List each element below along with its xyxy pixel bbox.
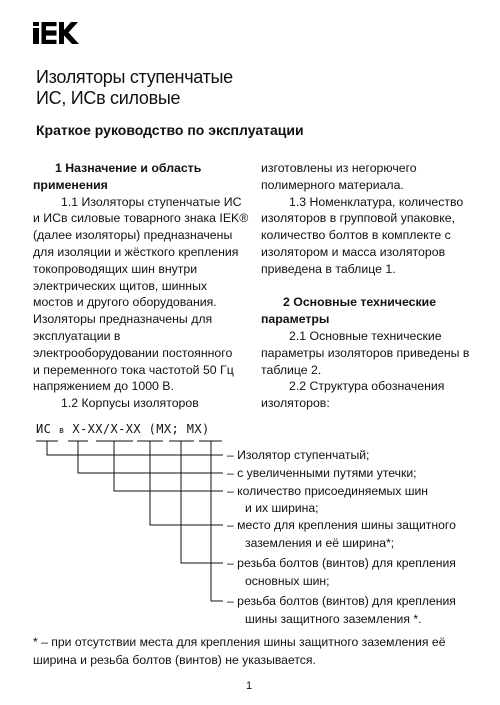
paragraph-line: напряжением до 1000 В.	[33, 379, 174, 394]
document-subtitle: Краткое руководство по эксплуатации	[36, 122, 304, 138]
paragraph-line: эксплуатации в	[33, 328, 121, 343]
section-heading-line: 1 Назначение и область	[55, 161, 202, 175]
paragraph-line: параметры изоляторов приведены в	[261, 345, 470, 360]
desc-5b: основных шин;	[245, 574, 330, 588]
paragraph-line: количество болтов в комплекте с	[261, 228, 451, 243]
desc-2: – с увеличенными путями утечки;	[227, 466, 417, 480]
code-prefix: ИС	[36, 422, 59, 436]
footnote	[33, 633, 445, 669]
desc-3b: и их ширина;	[245, 501, 319, 515]
paragraph-line: 2.1 Основные технические	[289, 328, 442, 343]
desc-4a: – место для крепления шины защитного	[227, 518, 456, 532]
paragraph-line: 2.2 Структура обозначения	[289, 379, 445, 394]
paragraph-line: Изоляторы предназначены для	[33, 312, 213, 327]
paragraph-line: токопроводящих шин внутри	[33, 261, 198, 276]
paragraph-line: мостов и другого оборудования.	[33, 295, 217, 310]
paragraph-line: (далее изоляторы) предназначены	[33, 228, 233, 243]
paragraph-line: 1.1 Изоляторы ступенчатые ИС	[61, 194, 242, 209]
paragraph-line: 1.3 Номенклатура, количество	[289, 194, 464, 209]
desc-3a: – количество присоединяемых шин	[227, 484, 429, 498]
footnote-line-1: * – при отсутствии места для крепления шины защитного заземления её	[33, 635, 446, 649]
paragraph-line: изготовлены из негорючего	[261, 161, 417, 175]
desc-5a: – резьба болтов (винтов) для крепления	[227, 556, 456, 570]
desc-6a: – резьба болтов (винтов) для крепления	[227, 594, 456, 608]
paragraph-line: и ИСв силовые товарного знака IEK®	[33, 211, 249, 226]
title-line-2: ИС, ИСв силовые	[36, 88, 181, 108]
desc-4b: заземления и её ширина*;	[245, 536, 395, 550]
paragraph-line: электрических щитов, шинных	[33, 278, 208, 293]
paragraph-line: для изоляции и жёсткого крепления	[33, 244, 239, 259]
paragraph-line: и переменного тока частотой 50 Гц	[33, 362, 234, 377]
section-heading-line: параметры	[261, 312, 330, 327]
desc-6b: шины защитного заземления *.	[245, 612, 422, 626]
code-rest: Х-ХХ/Х-ХХ (МХ; МХ)	[64, 422, 210, 436]
section-heading-line: 2 Основные технические	[283, 295, 437, 310]
code-suffix-letter: в	[58, 426, 65, 436]
paragraph-line: изолятором и масса изоляторов	[261, 244, 446, 259]
title-line-1: Изоляторы ступенчатые	[36, 67, 233, 87]
page-number: 1	[246, 680, 253, 692]
paragraph-line: таблице 2.	[261, 362, 322, 377]
paragraph-line: электрооборудовании постоянного	[33, 345, 233, 360]
paragraph-line: приведена в таблице 1.	[261, 261, 396, 276]
footnote-line-2: ширина и резьба болтов (винтов) не указывается.	[33, 653, 316, 667]
paragraph-line: полимерного материала.	[261, 177, 404, 192]
paragraph-line: изоляторов в групповой упаковке,	[261, 211, 456, 226]
paragraph-line: 1.2 Корпусы изоляторов	[61, 396, 199, 411]
desc-1: – Изолятор ступенчатый;	[227, 448, 370, 462]
section-heading-line: применения	[33, 177, 108, 192]
paragraph-line: изоляторов:	[261, 396, 330, 411]
